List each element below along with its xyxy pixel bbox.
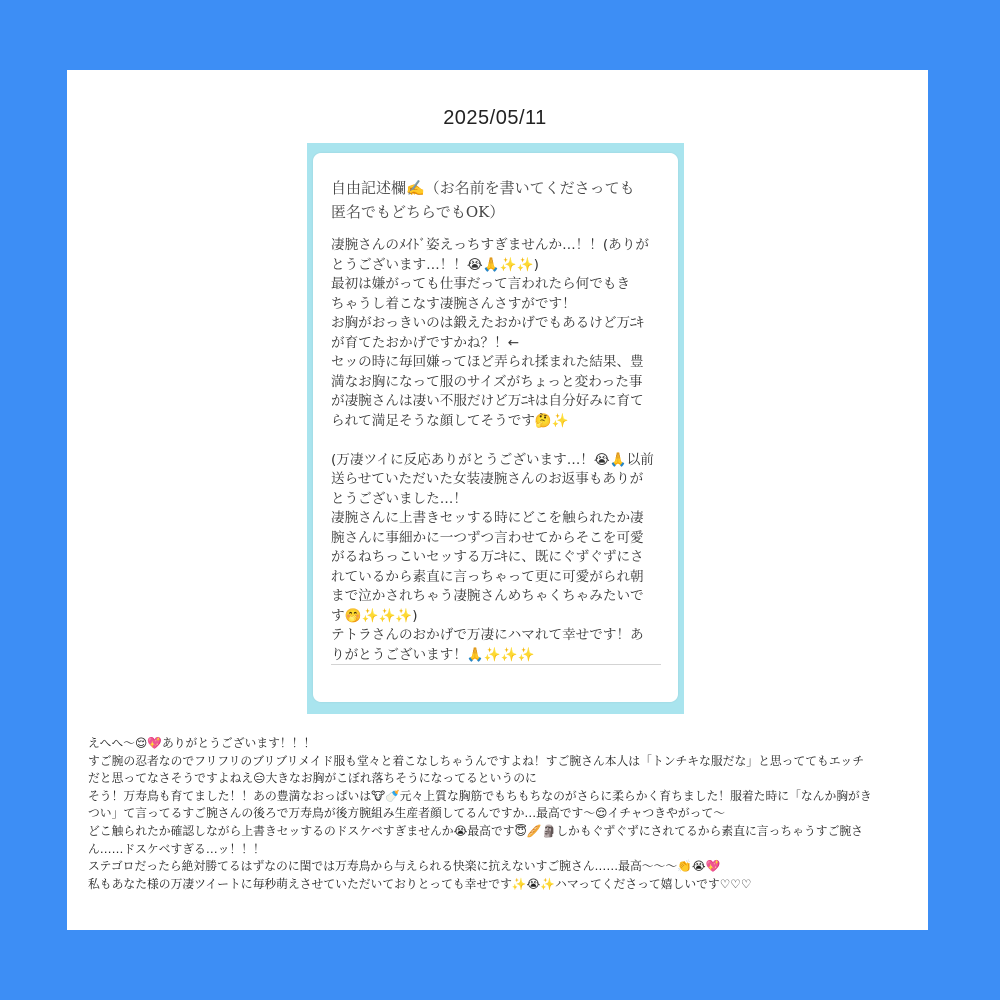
answer-line: 送らせていただいた女装凄腕さんのお返事もありが [331,471,644,487]
reply-line: つい」て言ってるすご腕さんの後ろで万寿鳥が後方腕組み生産者顔してるんですか…最高です〜😌イチャつきやがって〜 [88,806,726,821]
reply-line: だと思ってなさそうですよねえ😑大きなお胸がこぼれ落ちそうになってるというのに [88,771,537,786]
reply-line: 私もあなた様の万凄ツイートに毎秒萌えさせていただいておりとっても幸せです✨😭✨ハマってくださって嬉しいです♡♡♡ [88,876,752,891]
answer-line: られて満足そうな顔してそうです🤔✨ [331,412,569,429]
reply-line: どこ触られたか確認しながら上書きセッするのドスケベすぎませんか😭最高です😇🥖🗿しかもぐずぐずにされてるから素直に言っちゃうすご腕さ [88,823,863,838]
answer-line: お胸がおっきいのは鍛えたおかげでもあるけど万ﾆｷ [331,315,644,331]
form-answer-text [331,236,671,665]
answer-line: 満なお胸になって服のサイズがちょっと変わった事 [331,373,643,390]
date-label: 2025/05/11 [443,107,547,129]
answer-line: れているから素直に言っちゃって更に可愛がられ朝 [331,568,644,585]
answer-line: とうございました…！ [331,490,467,507]
answer-divider [331,664,661,665]
content-sheet [67,70,928,930]
answer-line: す🤭✨✨✨) [331,607,418,624]
reply-line: ステゴロだったら絶対勝てるはずなのに閨では万寿鳥から与えられる快楽に抗えないすご腕さん……最高〜〜〜👏😭💖 [88,859,721,874]
answer-line: ちゃうし着こなす凄腕さんさすがです！ [331,295,576,312]
answer-line: が育てたおかげですかね？！← [331,334,520,351]
answer-line: セッの時に毎回嫌ってほど弄られ揉まれた結果、豊 [331,354,644,370]
heading-line: 自由記述欄✍️（お名前を書いてくださっても [331,179,635,197]
answer-line: 腕さんに事細かに一つずつ言わせてからそこを可愛 [331,529,644,546]
form-question-heading [331,176,671,224]
reply-line: すご腕の忍者なのでフリフリのブリブリメイド服も堂々と着こなしちゃうんですよね！すご腕さん本人は「トンチキな服だな」と思っててもエッチ [88,753,865,768]
reply-line: えへへ〜😌💖ありがとうございます！！！ [88,736,316,750]
answer-line: りがとうございます！🙏✨✨✨ [331,646,535,663]
paragraph-gap [331,431,671,451]
answer-line: まで泣かされちゃう凄腕さんめちゃくちゃみたいで [331,588,644,604]
answer-line: テトラさんのおかげで万凄にハマれて幸せです！あ [331,627,644,643]
answer-line: (万凄ツイに反応ありがとうございます…！😭🙏以前 [331,451,654,468]
answer-line: 凄腕さんのﾒｲﾄﾞ姿えっちすぎませんか…！！(ありが [331,237,649,253]
answer-line: が凄腕さんは凄い不服だけど万ﾆｷは自分好みに育て [331,393,644,409]
form-response-frame [307,143,684,714]
reply-line: ん……ドスケベすぎる…ッ！！！ [88,841,265,856]
answer-line: 最初は嫌がっても仕事だって言われたら何でもき [331,276,631,292]
reply-text [88,735,918,893]
answer-line: 凄腕さんに上書きセッする時にどこを触られたか凄 [331,510,644,526]
answer-line: とうございます…！！😭🙏✨✨) [331,256,539,273]
form-response-card [313,153,678,702]
heading-line: 匿名でもどちらでもOK） [331,203,505,221]
answer-line: がるねちっこいセッする万ﾆｷに、既にぐずぐずにさ [331,549,644,565]
reply-line: そう！万寿鳥も育てました！！あの豊満なおっぱいは🐮🍼元々上質な胸筋でもちもちなのがさらに柔らかく育ちました！服着た時に「なんか胸がき [88,788,872,803]
